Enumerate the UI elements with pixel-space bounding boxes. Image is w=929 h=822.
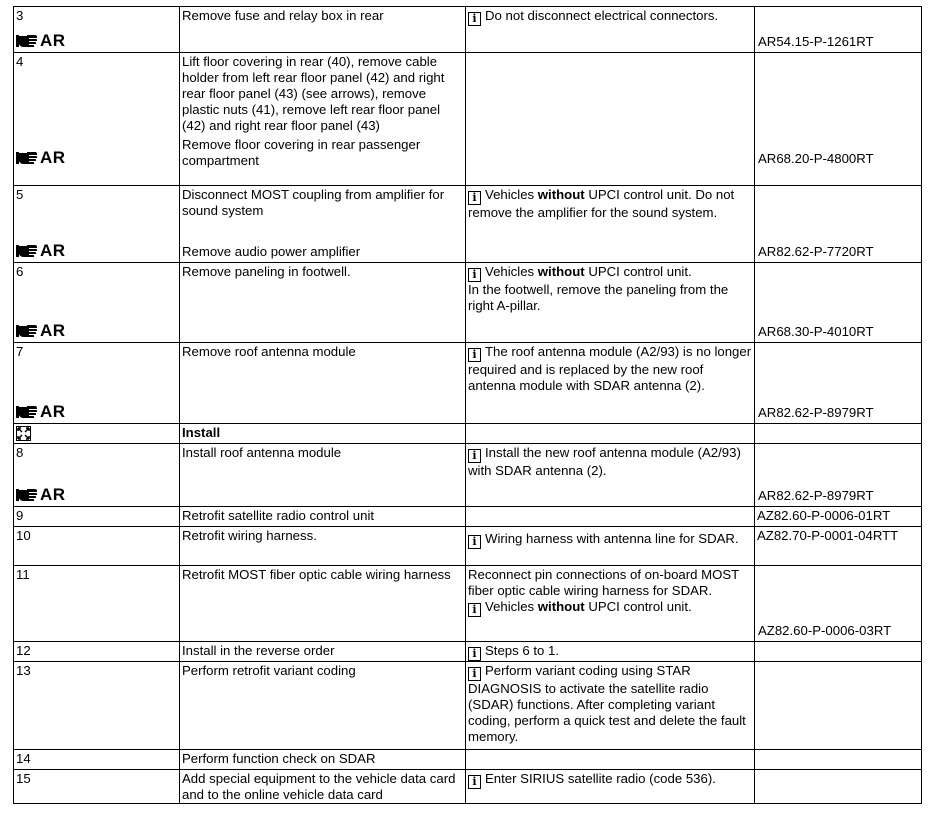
pointing-hand-icon <box>16 324 38 338</box>
table-row <box>14 507 922 527</box>
install-heading: Install <box>180 424 466 444</box>
document-reference[interactable]: AR68.20-P-4800RT <box>758 151 874 166</box>
step-number: 11 <box>16 567 30 582</box>
info-icon: i <box>468 667 481 681</box>
step-cell <box>14 750 180 770</box>
step-number: 10 <box>16 528 31 543</box>
document-reference[interactable]: AZ82.60-P-0006-01RT <box>757 508 891 523</box>
step-cell <box>14 527 180 566</box>
step-cell <box>14 263 180 343</box>
step-cell <box>14 53 180 186</box>
step-cell <box>14 566 180 642</box>
step-number: 13 <box>16 663 31 678</box>
document-reference[interactable]: AR54.15-P-1261RT <box>758 34 874 49</box>
step-cell <box>14 7 180 53</box>
pointing-hand-icon <box>16 34 38 48</box>
info-icon: i <box>468 603 481 617</box>
reference-cell <box>755 507 922 527</box>
reference-cell <box>755 527 922 566</box>
note-cell: i Vehicles without UPCI control unit. Do not remove the amplifier for the sound system. <box>466 186 755 263</box>
info-icon: i <box>468 268 481 282</box>
info-icon: i <box>468 191 481 205</box>
step-number: 15 <box>16 771 31 786</box>
document-reference[interactable]: AR82.62-P-7720RT <box>758 244 874 259</box>
action-cell: Retrofit MOST fiber optic cable wiring harness <box>180 566 466 642</box>
step-number: 3 <box>16 8 24 23</box>
step-cell <box>14 770 180 804</box>
document-reference[interactable]: AR68.30-P-4010RT <box>758 324 874 339</box>
reference-cell <box>755 53 922 186</box>
step-cell <box>14 444 180 507</box>
action-cell: Remove roof antenna module <box>180 343 466 424</box>
action-cell: Retrofit wiring harness. <box>180 527 466 566</box>
step-number: 4 <box>16 54 24 69</box>
action-cell: Add special equipment to the vehicle data card and to the online vehicle data card <box>180 770 466 804</box>
step-number: 7 <box>16 344 24 359</box>
step-cell <box>14 662 180 750</box>
info-icon: i <box>468 12 481 26</box>
document-reference[interactable]: AR82.62-P-8979RT <box>758 488 874 503</box>
table-row <box>14 7 922 53</box>
info-icon: i <box>468 775 481 789</box>
pointing-hand-icon <box>16 405 38 419</box>
note-cell: i Steps 6 to 1. <box>466 642 755 662</box>
install-icon <box>16 426 31 441</box>
table-row <box>14 566 922 642</box>
action-cell: Perform function check on SDAR <box>180 750 466 770</box>
note-cell: i The roof antenna module (A2/93) is no longer required and is replaced by the new roof antenna module with SDAR antenna (2). <box>466 343 755 424</box>
table-row <box>14 527 922 566</box>
action-cell: Install in the reverse order <box>180 642 466 662</box>
table-row <box>14 263 922 343</box>
table-row <box>14 444 922 507</box>
note-cell <box>466 53 755 186</box>
table-row <box>14 662 922 750</box>
step-number: 12 <box>16 643 31 658</box>
ar-reference-link[interactable]: AR <box>16 149 66 167</box>
step-cell <box>14 642 180 662</box>
step-number: 8 <box>16 445 24 460</box>
note-cell <box>466 507 755 527</box>
info-icon: i <box>468 535 481 549</box>
action-cell: Perform retrofit variant coding <box>180 662 466 750</box>
step-cell <box>14 507 180 527</box>
reference-cell <box>755 566 922 642</box>
note-cell: i Vehicles without UPCI control unit. In the footwell, remove the paneling from the right A-pillar. <box>466 263 755 343</box>
reference-cell <box>755 263 922 343</box>
info-icon: i <box>468 348 481 362</box>
action-cell: Install roof antenna module <box>180 444 466 507</box>
info-icon: i <box>468 449 481 463</box>
action-cell: Disconnect MOST coupling from amplifier for sound system Remove audio power amplifier <box>180 186 466 263</box>
note-cell: Reconnect pin connections of on-board MOST fiber optic cable wiring harness for SDAR. i Vehicles without UPCI control unit. <box>466 566 755 642</box>
ar-reference-link[interactable]: AR <box>16 242 66 260</box>
table-row <box>14 343 922 424</box>
table-row <box>14 642 922 662</box>
install-heading-row <box>14 424 922 444</box>
ar-reference-link[interactable]: AR <box>16 322 66 340</box>
reference-cell <box>755 444 922 507</box>
table-row <box>14 53 922 186</box>
step-number: 5 <box>16 187 24 202</box>
note-cell: i Wiring harness with antenna line for SDAR. <box>466 527 755 566</box>
action-cell: Retrofit satellite radio control unit <box>180 507 466 527</box>
note-cell: i Do not disconnect electrical connectors. <box>466 7 755 53</box>
table-row <box>14 770 922 804</box>
action-cell: Lift floor covering in rear (40), remove cable holder from left rear floor panel (42) and right rear floor panel (43) (see arrows), remove plastic nuts (41), remove left rear floor panel (42) and right rear floor panel (43) Remove floor covering in rear passenger compartment <box>180 53 466 186</box>
action-cell: Remove fuse and relay box in rear <box>180 7 466 53</box>
ar-reference-link[interactable]: AR <box>16 403 66 421</box>
table-row <box>14 186 922 263</box>
step-number: 6 <box>16 264 24 279</box>
pointing-hand-icon <box>16 151 38 165</box>
note-cell: i Perform variant coding using STAR DIAGNOSIS to activate the satellite radio (SDAR) functions. After completing variant coding, perform a quick test and delete the fault memory. <box>466 662 755 750</box>
step-number: 14 <box>16 751 31 766</box>
table-row <box>14 750 922 770</box>
step-cell <box>14 343 180 424</box>
document-reference[interactable]: AZ82.60-P-0006-03RT <box>758 623 892 638</box>
install-icon-cell <box>14 424 180 444</box>
step-cell <box>14 186 180 263</box>
reference-cell <box>755 186 922 263</box>
note-cell: i Enter SIRIUS satellite radio (code 536). <box>466 770 755 804</box>
note-cell: i Install the new roof antenna module (A2/93) with SDAR antenna (2). <box>466 444 755 507</box>
info-icon: i <box>468 647 481 661</box>
procedure-table <box>13 6 922 804</box>
document-reference[interactable]: AR82.62-P-8979RT <box>758 405 874 420</box>
step-number: 9 <box>16 508 24 523</box>
pointing-hand-icon <box>16 244 38 258</box>
pointing-hand-icon <box>16 488 38 502</box>
ar-reference-link[interactable]: AR <box>16 486 66 504</box>
reference-cell <box>755 7 922 53</box>
document-reference[interactable]: AZ82.70-P-0001-04RTT <box>757 528 899 543</box>
ar-reference-link[interactable]: AR <box>16 32 66 50</box>
reference-cell <box>755 343 922 424</box>
action-cell: Remove paneling in footwell. <box>180 263 466 343</box>
